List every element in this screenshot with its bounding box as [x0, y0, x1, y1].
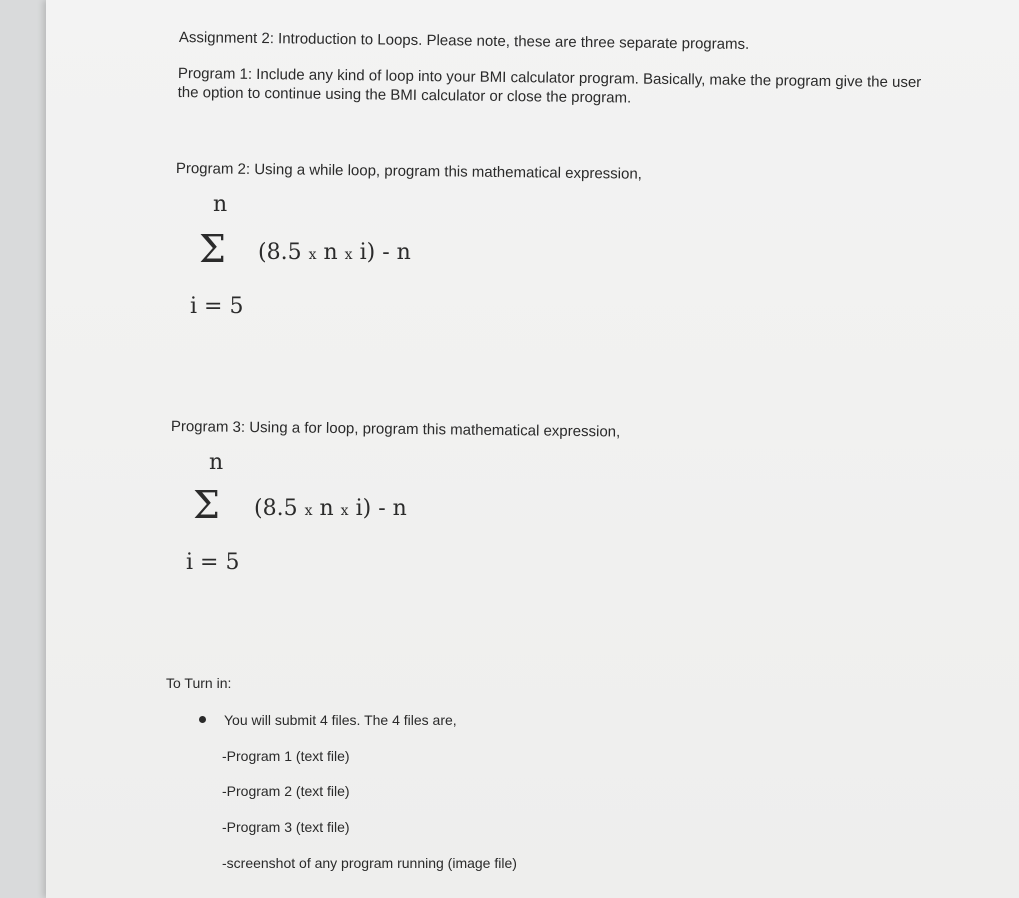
program3-expression [254, 496, 407, 521]
paper-sheet [46, 0, 1019, 898]
file-item-screenshot: -screenshot of any program running (image file) [222, 855, 517, 871]
program3-times-1: x [304, 503, 313, 519]
program2-times-2: x [344, 247, 353, 263]
file-item-program1: -Program 1 (text file) [222, 748, 350, 764]
bullet-icon [199, 716, 206, 723]
program2-sigma-symbol: Σ [199, 227, 226, 271]
file-item-program2: -Program 2 (text file) [222, 783, 350, 799]
program2-upper-limit: n [213, 192, 228, 217]
program3-lower-limit: i = 5 [186, 550, 240, 575]
program3-expr-open: (8.5 [254, 496, 298, 521]
file-item-program3: -Program 3 (text file) [222, 819, 350, 835]
program3-heading: Program 3: Using a for loop, program this mathematical expression, [170, 418, 621, 441]
program3-expr-tail: - n [378, 496, 407, 521]
program3-expr-n: n [319, 496, 334, 521]
program2-expression [258, 240, 411, 265]
program3-expr-i: i) [355, 496, 372, 521]
program2-expr-n: n [323, 240, 338, 265]
program2-expr-open: (8.5 [258, 240, 302, 265]
program3-sigma-symbol: Σ [193, 483, 220, 527]
program2-heading: Program 2: Using a while loop, program this mathematical expression, [175, 160, 643, 183]
program2-expr-tail: - n [382, 240, 411, 265]
program2-lower-limit: i = 5 [190, 294, 244, 319]
turn-in-bullet: You will submit 4 files. The 4 files are, [224, 712, 457, 728]
program1-description: Program 1: Include any kind of loop into your BMI calculator program. Basically, make the program give the user the option to continue using the BMI calculator or close the program. [177, 64, 922, 107]
program3-upper-limit: n [209, 450, 224, 475]
program3-times-2: x [340, 503, 349, 519]
assignment-title: Assignment 2: Introduction to Loops. Please note, these are three separate programs. [178, 29, 750, 53]
program2-times-1: x [308, 247, 317, 263]
turn-in-heading: To Turn in: [166, 675, 232, 691]
program2-expr-i: i) [359, 240, 376, 265]
